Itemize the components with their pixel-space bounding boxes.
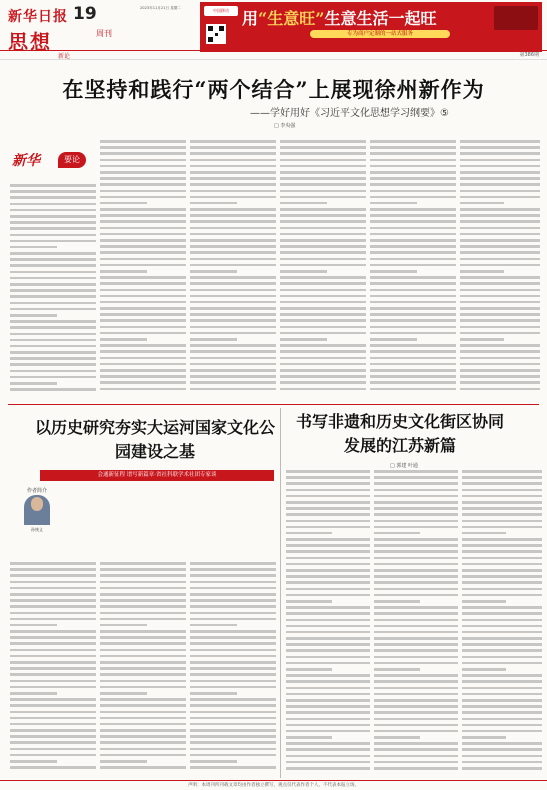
main-headline: 在坚持和践行“两个结合”上展现徐州新作为 bbox=[62, 77, 485, 102]
main-body-col-4 bbox=[280, 140, 366, 398]
brand-logo: 新华日报 bbox=[8, 9, 68, 25]
column-banner bbox=[12, 150, 80, 180]
main-body-col-6 bbox=[460, 140, 540, 398]
qr-code-icon bbox=[206, 24, 226, 44]
page-footer: 声明：本周刊所刊载文章均由作者独立撰写，观点仅代表作者个人，不代表本报立场。 bbox=[0, 780, 547, 790]
lower-right-body-col-1 bbox=[286, 470, 370, 774]
main-body-col-1 bbox=[10, 184, 96, 398]
column-divider bbox=[280, 408, 281, 778]
lower-right-byline: □ 郭建 叶通 bbox=[390, 463, 418, 469]
lower-right-body-col-3 bbox=[462, 470, 542, 774]
lower-left-body-col-1 bbox=[10, 562, 96, 774]
author-photo bbox=[24, 495, 50, 525]
advertisement[interactable] bbox=[200, 2, 542, 52]
lower-left-headline: 以历史研究夯实大运河国家文化公园建设之基 bbox=[34, 418, 275, 461]
lower-right-body-col-2 bbox=[374, 470, 458, 774]
portrait-label: 作者简介 bbox=[26, 488, 47, 494]
banner-text: 新华 bbox=[12, 153, 40, 169]
banner-bubble: 要论 bbox=[58, 152, 86, 168]
column-name: 思想 bbox=[8, 30, 52, 54]
main-subheadline: ——学好用好《习近平文化思想学习纲要》⑤ bbox=[250, 108, 449, 119]
section-bar bbox=[0, 50, 547, 60]
ad-logo: 中国移动 bbox=[204, 6, 238, 16]
lower-left-kicker: 会通新征程 谱写新篇章·省社科联学术社团专家谈 bbox=[40, 470, 274, 481]
masthead bbox=[0, 0, 547, 62]
main-body-col-3 bbox=[190, 140, 276, 398]
section-divider bbox=[8, 404, 539, 405]
dateline: 2023年11月21日 星期二 bbox=[140, 6, 181, 10]
ad-title: 用“生意旺”生意生活一起旺 bbox=[242, 9, 437, 28]
page-number: 19 bbox=[73, 4, 97, 24]
ad-promo-badge bbox=[494, 6, 538, 30]
column-suffix: 周刊 bbox=[96, 29, 112, 38]
ad-subtitle: 专为商户定制的一站式服务 bbox=[310, 30, 450, 38]
main-body-col-2 bbox=[100, 140, 186, 398]
lower-left-body-col-2 bbox=[100, 562, 186, 774]
portrait-caption: 孙统义 bbox=[31, 527, 43, 532]
lower-right-headline: 书写非遗和历史文化街区协同发展的江苏新篇 bbox=[295, 412, 504, 455]
main-byline: □ 李央强 bbox=[274, 123, 296, 129]
lower-left-body-col-3 bbox=[190, 562, 276, 774]
author-portrait bbox=[20, 487, 54, 533]
issue-number: 第386期 bbox=[519, 52, 539, 58]
section-label: 新论 bbox=[58, 53, 71, 60]
main-body-col-5 bbox=[370, 140, 456, 398]
